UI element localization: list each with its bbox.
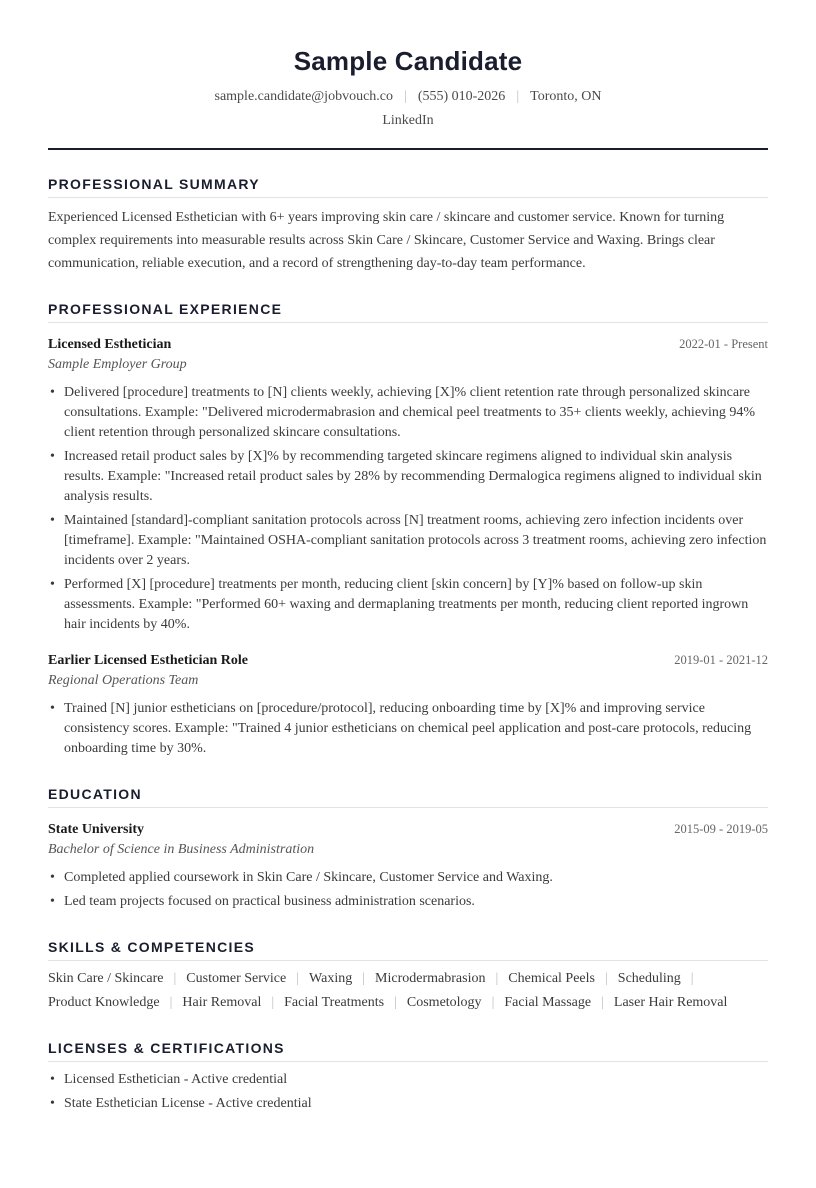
skill-item: Chemical Peels (508, 971, 595, 986)
email-text: sample.candidate@jobvouch.co (214, 89, 393, 104)
skills-list (48, 967, 768, 1015)
contact-separator: | (516, 89, 520, 104)
skill-separator: | (495, 971, 499, 986)
linkedin-link[interactable]: LinkedIn (382, 113, 434, 128)
job-dates: 2019-01 - 2021-12 (674, 653, 768, 667)
linkedin-line (48, 113, 768, 129)
skill-item: Scheduling (617, 971, 681, 986)
contact-separator: | (404, 89, 407, 104)
skill-separator: | (271, 995, 275, 1010)
skill-separator: | (362, 971, 366, 986)
section-divider (48, 960, 768, 961)
contact-line (48, 89, 768, 105)
skill-separator: | (604, 971, 608, 986)
section-divider (48, 1061, 768, 1062)
list-item: • Delivered [procedure] treatments to [N] clients weekly, achieving [X]% client retention rate through personalized skincare consultations. Example: "Delivered microdermabrasion and chemical peel treatments to 35+ clients weekly, achieving 94% client retention through personalized skincare consultations. (48, 383, 768, 443)
list-item: • Maintained [standard]-compliant sanitation protocols across [N] treatment rooms, achieving zero infection incidents over [timeframe]. Example: "Maintained OSHA-compliant sanitation protocols across 3 treatment rooms, achieving zero infection incidents over 2 years. (48, 511, 768, 571)
section-divider (48, 197, 768, 198)
job-organization: Regional Operations Team (48, 673, 199, 688)
header-divider (48, 148, 768, 150)
section-title-summary: PROFESSIONAL SUMMARY (48, 176, 260, 192)
summary-text: Experienced Licensed Esthetician with 6+ years improving skin care / skincare and customer service. Known for turning complex requirements into measurable results across Skin Care / Skincare, Customer Service and Waxing. Brings clear communication, reliable execution, and a record of strengthening day-to-day team performance. (48, 210, 725, 271)
list-item: • Led team projects focused on practical business administration scenarios. (48, 892, 768, 912)
education-bullets (48, 868, 768, 916)
skill-item: Customer Service (186, 971, 287, 986)
skill-item: Waxing (309, 971, 353, 986)
list-item: • Increased retail product sales by [X]% by recommending targeted skincare regimens aligned to individual skin analysis results. Example: "Increased retail product sales by 28% by recommending Dermalogica regimens aligned to individual skin analysis results. (48, 447, 768, 507)
skill-item: Hair Removal (182, 995, 262, 1010)
job-title: Licensed Esthetician (48, 337, 172, 352)
skill-separator: | (394, 995, 397, 1010)
section-title-experience: PROFESSIONAL EXPERIENCE (48, 301, 283, 317)
phone-text: (555) 010-2026 (417, 89, 506, 104)
school-name: State University (48, 822, 145, 837)
skill-separator: | (169, 995, 173, 1010)
list-item: • Trained [N] junior estheticians on [procedure/protocol], reducing onboarding time by [X]% and improving service consistency scores. Example: "Trained 4 junior estheticians on chemical peel application and post-care protocols, reducing onboarding time by 30%. (48, 699, 768, 759)
list-item: • Performed [X] [procedure] treatments per month, reducing client [skin concern] by [Y]% based on follow-up skin assessments. Example: "Performed 60+ waxing and dermaplaning treatments per month, reducing client reported ingrown hair incidents by 40%. (48, 575, 768, 635)
skill-item: Facial Treatments (284, 995, 385, 1010)
list-item: • State Esthetician License - Active credential (48, 1094, 768, 1114)
skill-separator: | (690, 971, 694, 986)
skill-item: Skin Care / Skincare (48, 971, 164, 986)
skill-item: Product Knowledge (48, 995, 160, 1010)
section-divider (48, 322, 768, 323)
skill-item: Facial Massage (504, 995, 592, 1010)
section-title-education: EDUCATION (48, 786, 142, 802)
skill-separator: | (296, 971, 300, 986)
skill-item: Laser Hair Removal (613, 995, 728, 1010)
job-bullets (48, 383, 768, 639)
list-item: • Licensed Esthetician - Active credential (48, 1070, 768, 1090)
job-organization: Sample Employer Group (48, 357, 187, 372)
section-title-licenses: LICENSES & CERTIFICATIONS (48, 1040, 285, 1056)
skill-separator: | (173, 971, 177, 986)
degree-name: Bachelor of Science in Business Administration (48, 842, 315, 857)
list-item: • Completed applied coursework in Skin Care / Skincare, Customer Service and Waxing. (48, 868, 768, 888)
skill-item: Cosmetology (406, 995, 482, 1010)
candidate-name: Sample Candidate (293, 46, 523, 76)
license-list (48, 1070, 768, 1118)
job-bullets (48, 699, 768, 763)
section-title-skills: SKILLS & COMPETENCIES (48, 939, 255, 955)
section-divider (48, 807, 768, 808)
job-dates: 2022-01 - Present (679, 337, 768, 351)
skill-separator: | (491, 995, 495, 1010)
location-text: Toronto, ON (530, 89, 602, 104)
job-title: Earlier Licensed Esthetician Role (48, 653, 248, 668)
skill-item: Microdermabrasion (375, 971, 486, 986)
skill-separator: | (601, 995, 604, 1010)
education-dates: 2015-09 - 2019-05 (674, 822, 768, 836)
